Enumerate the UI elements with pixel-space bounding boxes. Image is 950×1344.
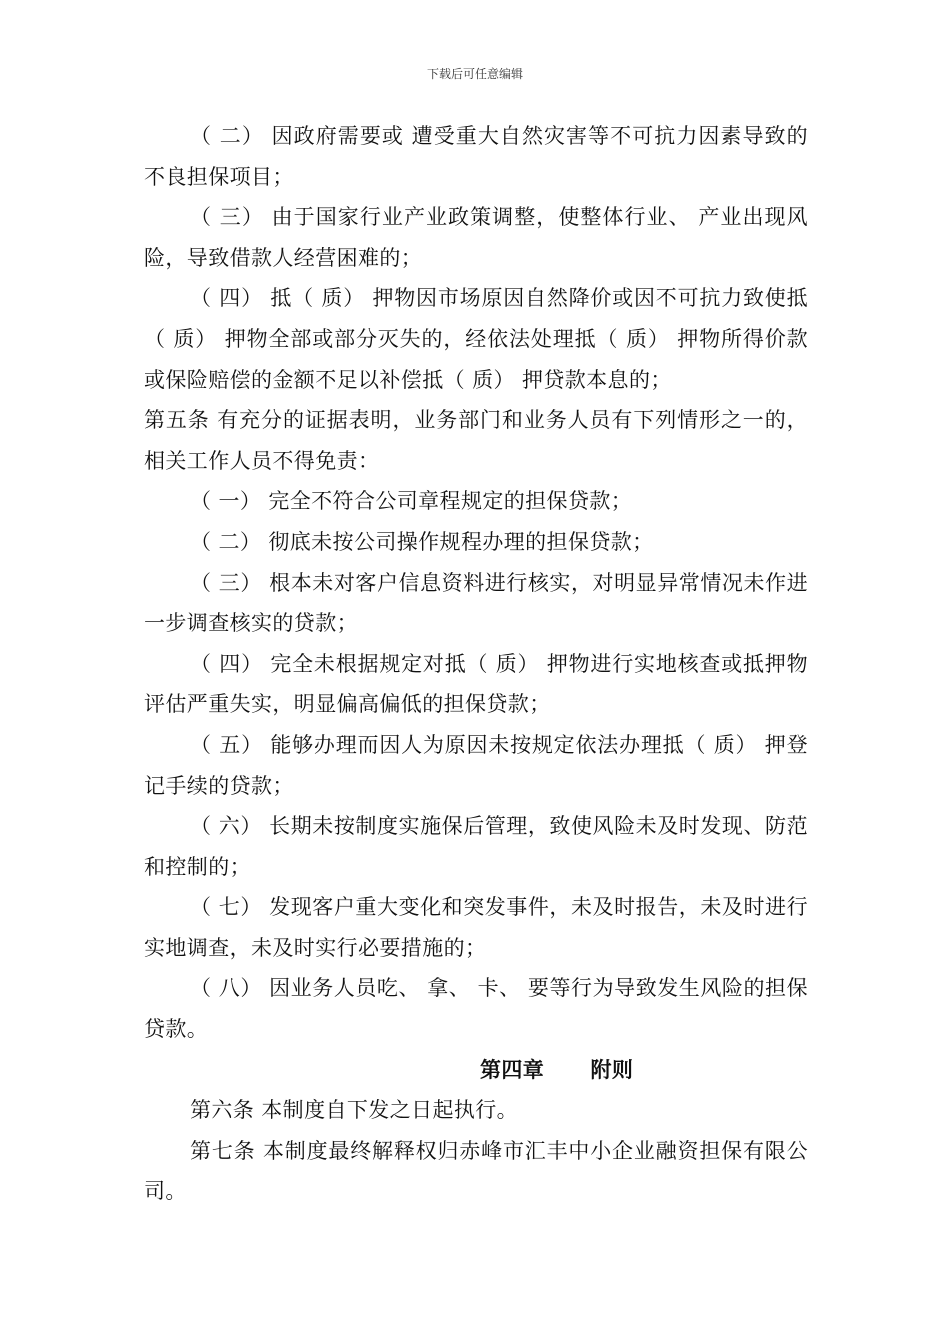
article-5-item-5: （ 五） 能够办理而因人为原因未按规定依法办理抵（ 质） 押登记手续的贷款； (144, 732, 808, 798)
article-6: 第六条 本制度自下发之日起执行。 (190, 1098, 519, 1123)
clause-2: （ 二） 因政府需要或 遭受重大自然灾害等不可抗力因素导致的不良担保项目； (144, 124, 808, 189)
clause-4: （ 四） 抵（ 质） 押物因市场原因自然降价或因不可抗力致使抵（ 质） 押物全部或部分灭失的，经依法处理抵（ 质） 押物所得价款或保险赔偿的金额不足以补偿抵（ 质） 押贷款本息的； (144, 286, 808, 392)
article-5-item-4: （ 四） 完全未根据规定对抵（ 质） 押物进行实地核查或抵押物评估严重失实，明显偏高偏低的担保贷款； (144, 651, 808, 717)
article-5: 第五条 有充分的证据表明，业务部门和业务人员有下列情形之一的，相关工作人员不得免责： (144, 408, 808, 473)
article-5-item-7: （ 七） 发现客户重大变化和突发事件，未及时报告，未及时进行实地调查，未及时实行必要措施的； (144, 895, 808, 960)
page-header: 下载后可任意编辑 (426, 67, 523, 81)
article-5-item-8: （ 八） 因业务人员吃、 拿、 卡、 要等行为导致发生风险的担保贷款。 (144, 976, 808, 1042)
chapter-title: 第四章 附则 (480, 1057, 634, 1082)
clause-3: （ 三） 由于国家行业产业政策调整，使整体行业、 产业出现风险，导致借款人经营困难的； (144, 205, 808, 270)
article-5-item-2: （ 二） 彻底未按公司操作规程办理的担保贷款； (190, 529, 654, 554)
article-5-item-6: （ 六） 长期未按制度实施保后管理，致使风险未及时发现、防范和控制的； (144, 814, 808, 879)
document-body (144, 116, 808, 1212)
article-5-item-1: （ 一） 完全不符合公司章程规定的担保贷款； (190, 489, 633, 514)
article-5-item-3: （ 三） 根本未对客户信息资料进行核实，对明显异常情况未作进一步调查核实的贷款； (144, 570, 808, 636)
article-7: 第七条 本制度最终解释权归赤峰市汇丰中小企业融资担保有限公司。 (144, 1138, 808, 1204)
